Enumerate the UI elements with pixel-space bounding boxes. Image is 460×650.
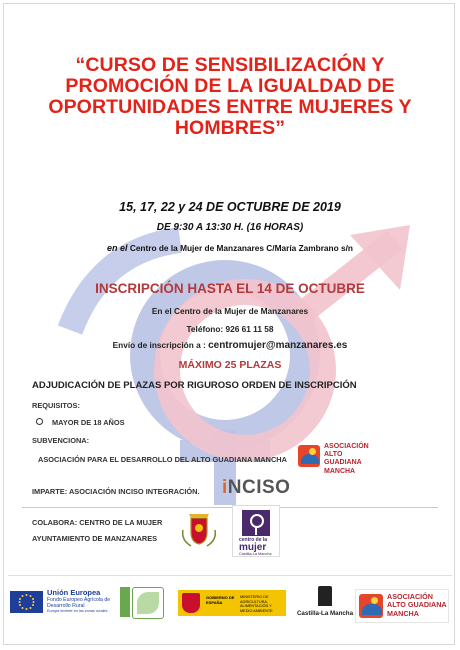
mujer-logo-bottom: Castilla-La Mancha bbox=[239, 552, 272, 556]
leader-logo bbox=[120, 587, 164, 621]
adjudication-note: ADJUDICACIÓN DE PLAZAS POR RIGUROSO ORDEN DE INSCRIPCIÓN bbox=[32, 380, 357, 391]
venus-icon bbox=[242, 510, 270, 536]
asociacion-footer-mark-icon bbox=[359, 594, 383, 618]
section-divider bbox=[22, 507, 438, 508]
asociacion-footer-logo bbox=[355, 589, 449, 623]
registration-location: En el Centro de la Mujer de Manzanares bbox=[151, 306, 309, 316]
place-address: Centro de la Mujer de Manzanares C/María Zambrano s/n bbox=[127, 243, 353, 253]
asociacion-logo-text bbox=[324, 443, 369, 476]
registration-email-line bbox=[0, 340, 460, 351]
inciso-logo bbox=[222, 477, 291, 503]
imparte-label: IMPARTE: ASOCIACIÓN INCISO INTEGRACIÓN. bbox=[32, 487, 200, 496]
mujer-logo-main: mujer bbox=[239, 542, 267, 553]
subvenciona-entity: ASOCIACIÓN PARA EL DESARROLLO DEL ALTO GUADIANA MANCHA bbox=[38, 455, 287, 464]
logo-line-1: ASOCIACIÓN bbox=[324, 443, 369, 450]
asociacion-mark-icon bbox=[298, 445, 320, 467]
requirement-text: MAYOR DE 18 AÑOS bbox=[52, 418, 125, 427]
course-title: “CURSO DE SENSIBILIZACIÓN Y PROMOCIÓN DE LA IGUALDAD DE OPORTUNIDADES ENTRE MUJERES Y HOMBRES” bbox=[48, 54, 412, 139]
eu-fund: Fondo Europeo Agrícola de Desarrollo Rural bbox=[47, 597, 111, 609]
centro-mujer-logo bbox=[232, 505, 280, 557]
coat-of-arms-logo bbox=[177, 510, 221, 550]
clm-label: Castilla-La Mancha bbox=[296, 610, 354, 617]
leader-side-band bbox=[120, 587, 130, 617]
max-places: MÁXIMO 25 PLAZAS bbox=[178, 359, 282, 371]
inciso-i: i bbox=[222, 477, 228, 498]
mujer-logo-top: centro de la bbox=[239, 537, 268, 543]
inciso-rest: NCISO bbox=[227, 477, 291, 498]
castilla-la-mancha-logo bbox=[296, 586, 354, 626]
email-address[interactable]: centromujer@manzanares.es bbox=[208, 340, 348, 351]
eu-flag-logo bbox=[10, 591, 43, 613]
castle-icon bbox=[318, 586, 332, 606]
logo-line-3: MANCHA bbox=[324, 467, 356, 475]
footer-divider bbox=[8, 575, 452, 576]
eu-name: Unión Europea bbox=[47, 588, 101, 597]
eu-text bbox=[47, 588, 127, 613]
asociacion-logo bbox=[298, 441, 369, 475]
course-place bbox=[0, 243, 460, 253]
eu-motto: Europa invierte en las zonas rurales bbox=[47, 609, 108, 613]
place-lead: en el bbox=[107, 243, 128, 253]
ministerio-logo bbox=[178, 590, 286, 616]
email-label: Envío de inscripción a : bbox=[112, 340, 209, 350]
bullet-circle-icon bbox=[36, 418, 43, 425]
ministerio-text: MINISTERIO DE AGRICULTURA, ALIMENTACIÓN Y MEDIO AMBIENTE bbox=[240, 595, 273, 613]
requirements-label: REQUISITOS: bbox=[32, 401, 80, 410]
requirement-item bbox=[36, 418, 125, 427]
colabora-label: COLABORA: CENTRO DE LA MUJER bbox=[32, 518, 163, 527]
footer-logo-line-2: ALTO GUADIANA bbox=[387, 600, 447, 610]
spain-shield-icon bbox=[182, 593, 200, 613]
colabora-entity: AYUNTAMIENTO DE MANZANARES bbox=[32, 534, 158, 543]
course-dates: 15, 17, 22 y 24 DE OCTUBRE DE 2019 bbox=[119, 200, 341, 214]
registration-phone: Teléfono: 926 61 11 58 bbox=[186, 324, 274, 334]
inciso-wordmark bbox=[222, 477, 290, 498]
registration-deadline: INSCRIPCIÓN HASTA EL 14 DE OCTUBRE bbox=[95, 281, 365, 296]
footer-logo-line-1: ASOCIACIÓN bbox=[387, 592, 433, 601]
gobierno-text: GOBIERNO DE ESPAÑA bbox=[206, 595, 235, 605]
leader-leaf-icon bbox=[132, 587, 164, 619]
footer-logo-line-3: MANCHA bbox=[387, 608, 419, 618]
logo-line-2: ALTO GUADIANA bbox=[324, 451, 362, 467]
course-hours: DE 9:30 A 13:30 H. (16 HORAS) bbox=[156, 222, 304, 233]
asociacion-footer-text bbox=[387, 593, 447, 618]
subvenciona-label: SUBVENCIONA: bbox=[32, 436, 90, 445]
